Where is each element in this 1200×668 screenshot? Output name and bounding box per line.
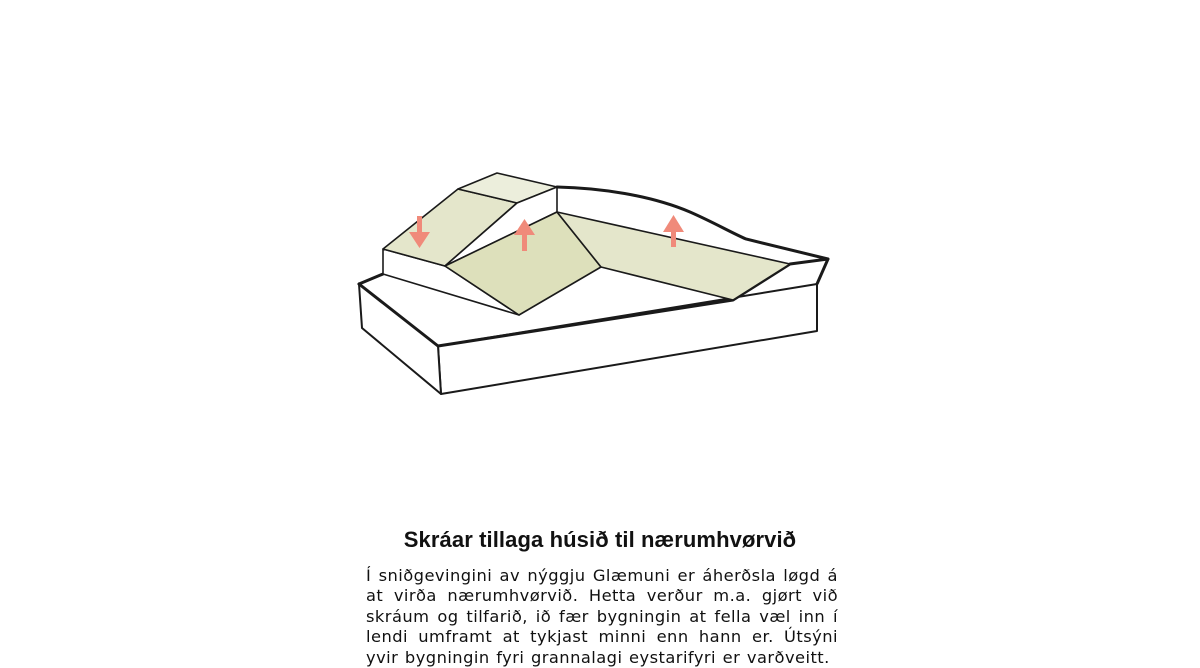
diagram-description: Í sniðgevingini av nýggju Glæmuni er áherðsla løgd á at virða nærumhvørvið. Hetta verður m.a. gjørt við skráum og tilfarið, ið fær bygningin at fella væl inn í lendi umframt at tykjast minni enn hann er. Útsýni yvir bygningin fyri grannalagi eystarifyri er varðveitt.	[366, 566, 838, 667]
base-top-edge	[359, 274, 383, 284]
diagram-title: Skráar tillaga húsið til nærumhvørvið	[403, 527, 797, 552]
